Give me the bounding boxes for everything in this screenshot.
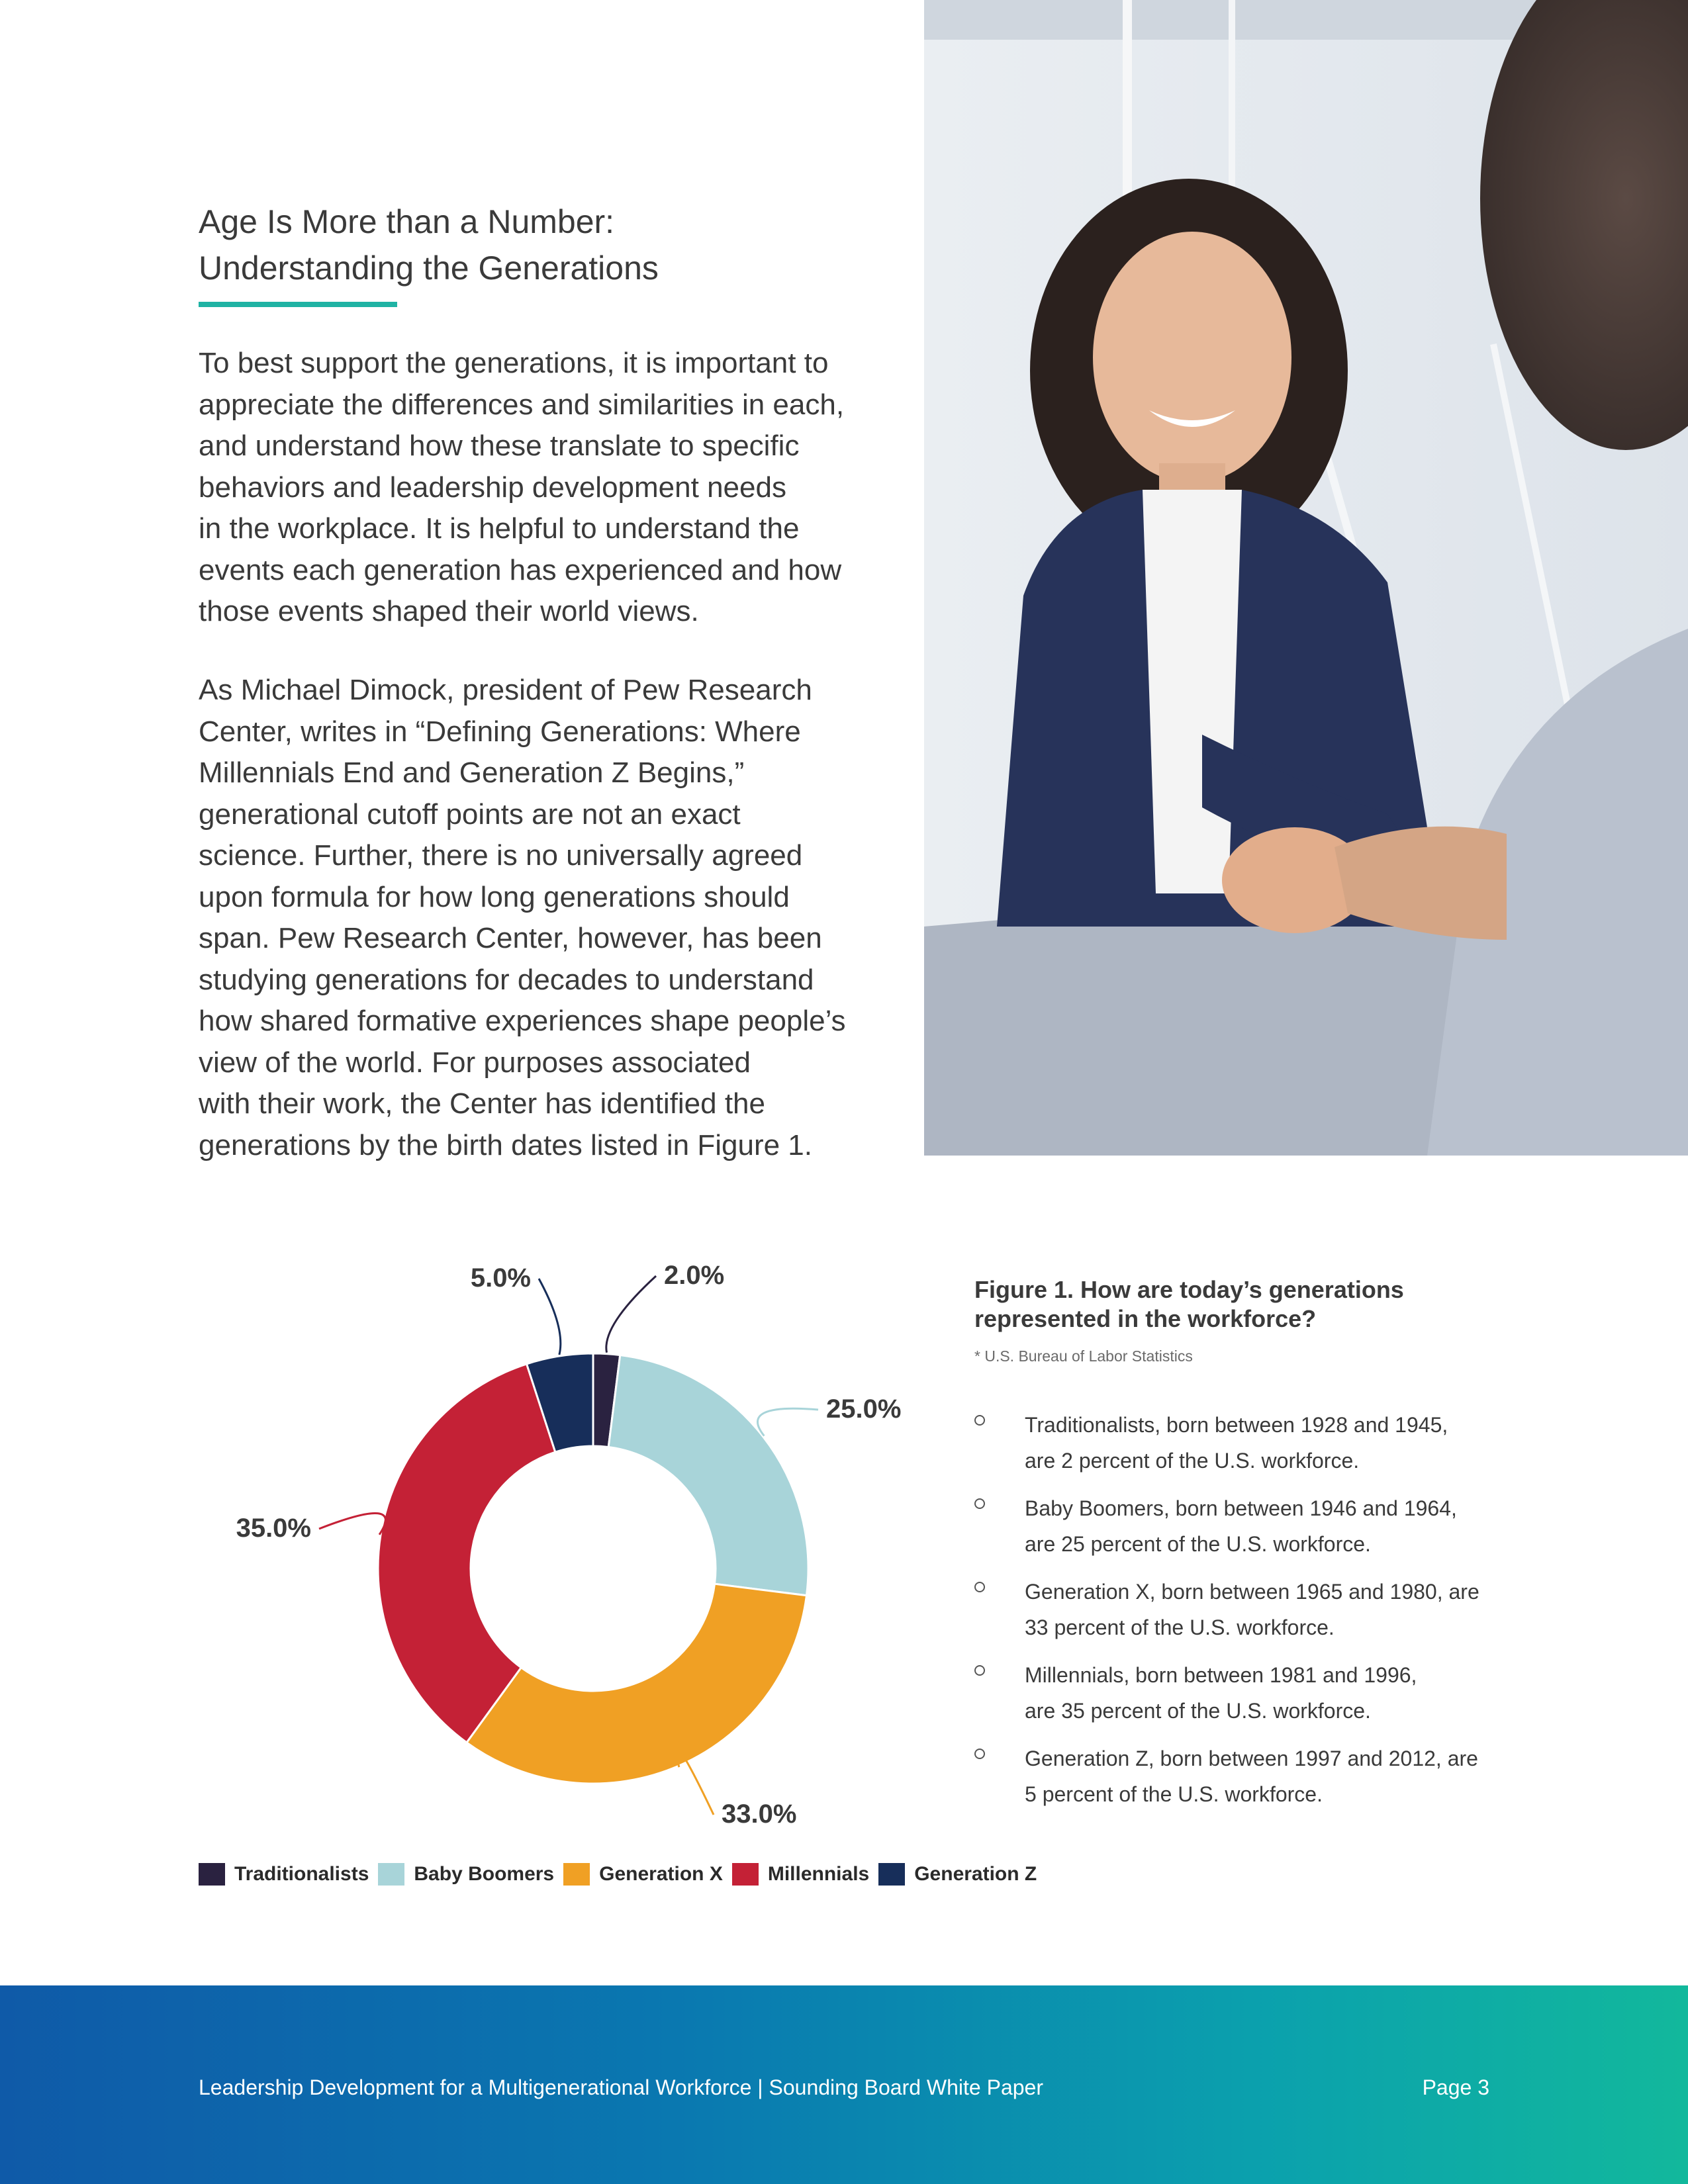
generation-list [974, 1407, 1504, 1824]
heading-underline [199, 302, 397, 307]
legend-item-millennials [732, 1863, 869, 1886]
figure-title-line-1: Figure 1. How are today’s generations [974, 1276, 1404, 1303]
chart-legend [199, 1860, 1046, 1889]
paragraph-line: As Michael Dimock, president of Pew Research [199, 674, 812, 706]
data-label: 25.0% [826, 1394, 902, 1424]
circle-bullet-icon [974, 1498, 985, 1509]
footer-title: Leadership Development for a Multigenerational Workforce | Sounding Board White Paper [199, 2075, 1043, 2099]
legend-item-baby-boomers [378, 1863, 554, 1886]
legend-label: Generation X [599, 1863, 723, 1885]
list-item [974, 1407, 1504, 1490]
paragraph-line: with their work, the Center has identified the [199, 1087, 766, 1120]
paragraph-line: generational cutoff points are not an exact [199, 797, 741, 831]
paragraph-line: science. Further, there is no universally agreed [199, 839, 803, 872]
leader-line [539, 1279, 561, 1355]
list-item [974, 1657, 1504, 1741]
paragraph-line: studying generations for decades to understand [199, 963, 814, 996]
circle-bullet-icon [974, 1415, 985, 1426]
heading-line-2: Understanding the Generations [199, 250, 659, 287]
legend-label: Millennials [767, 1863, 870, 1885]
list-item-text [1025, 1574, 1479, 1645]
paragraph-line: how shared formative experiences shape people’s [199, 1005, 846, 1037]
list-item-text [1025, 1741, 1478, 1812]
figure-source: * U.S. Bureau of Labor Statistics [974, 1347, 1193, 1365]
paragraph-line: Center, writes in “Defining Generations: Where [199, 715, 801, 748]
legend-swatch [878, 1863, 905, 1886]
circle-bullet-icon [974, 1665, 985, 1676]
paragraph-line: generations by the birth dates listed in Figure 1. [199, 1128, 812, 1161]
donut-slice-baby-boomers [608, 1355, 808, 1596]
data-label: 33.0% [722, 1799, 797, 1829]
data-label: 2.0% [664, 1261, 725, 1290]
paragraph-line: in the workplace. It is helpful to understand the [199, 512, 800, 545]
page-number: Page 3 [1422, 2075, 1489, 2099]
legend-label: Baby Boomers [414, 1863, 555, 1885]
leader-line [319, 1513, 385, 1534]
legend-swatch [199, 1863, 225, 1886]
paragraph-line: view of the world. For purposes associated [199, 1046, 751, 1079]
donut-chart-svg [199, 1257, 953, 1866]
legend-label: Generation Z [914, 1863, 1037, 1885]
paragraph-line: To best support the generations, it is important to [199, 347, 829, 379]
paragraph-line: Millennials End and Generation Z Begins,” [199, 756, 745, 789]
legend-item-generation-x [563, 1863, 723, 1886]
circle-bullet-icon [974, 1749, 985, 1759]
paragraph-line: events each generation has experienced and how [199, 553, 842, 586]
paragraph-line: behaviors and leadership development needs [199, 471, 786, 504]
list-item [974, 1490, 1504, 1574]
list-item-line: Baby Boomers, born between 1946 and 1964, [1025, 1496, 1457, 1520]
list-item-text [1025, 1407, 1448, 1479]
legend-swatch [378, 1863, 404, 1886]
paragraph-line: those events shaped their world views. [199, 595, 699, 627]
page-footer [0, 1985, 1688, 2184]
handshake-illustration [924, 0, 1688, 1156]
circle-bullet-icon [974, 1582, 985, 1592]
list-item [974, 1574, 1504, 1657]
list-item-line: 5 percent of the U.S. workforce. [1025, 1782, 1323, 1806]
section-heading [199, 199, 861, 291]
intro-paragraph [199, 343, 900, 633]
list-item-line: Traditionalists, born between 1928 and 1945, [1025, 1413, 1448, 1437]
pew-paragraph [199, 670, 900, 1166]
handshake-photo [924, 0, 1688, 1156]
generations-donut-chart [199, 1257, 953, 1866]
paragraph-line: upon formula for how long generations should [199, 880, 790, 913]
list-item-line: Generation X, born between 1965 and 1980, are [1025, 1580, 1479, 1604]
legend-item-traditionalists [199, 1863, 369, 1886]
list-item-text [1025, 1657, 1417, 1729]
legend-item-generation-z [878, 1863, 1037, 1886]
paragraph-line: and understand how these translate to specific [199, 430, 800, 462]
list-item-line: Millennials, born between 1981 and 1996, [1025, 1663, 1417, 1687]
list-item-line: are 35 percent of the U.S. workforce. [1025, 1699, 1371, 1723]
heading-line-1: Age Is More than a Number: [199, 203, 615, 240]
data-label: 5.0% [470, 1263, 531, 1293]
legend-swatch [732, 1863, 759, 1886]
figure-title [974, 1275, 1438, 1334]
legend-label: Traditionalists [234, 1863, 369, 1885]
list-item-line: are 25 percent of the U.S. workforce. [1025, 1532, 1371, 1556]
paragraph-line: appreciate the differences and similarities in each, [199, 388, 845, 421]
list-item-text [1025, 1490, 1457, 1562]
list-item-line: Generation Z, born between 1997 and 2012, are [1025, 1747, 1478, 1770]
paragraph-line: span. Pew Research Center, however, has been [199, 922, 822, 954]
data-label: 35.0% [236, 1514, 311, 1543]
list-item-line: are 2 percent of the U.S. workforce. [1025, 1449, 1360, 1473]
legend-swatch [563, 1863, 590, 1886]
list-item [974, 1741, 1504, 1824]
list-item-line: 33 percent of the U.S. workforce. [1025, 1615, 1335, 1639]
leader-line [606, 1276, 656, 1353]
donut-slice-generation-x [467, 1584, 806, 1784]
leader-line [757, 1408, 818, 1435]
figure-title-line-2: represented in the workforce? [974, 1305, 1317, 1332]
